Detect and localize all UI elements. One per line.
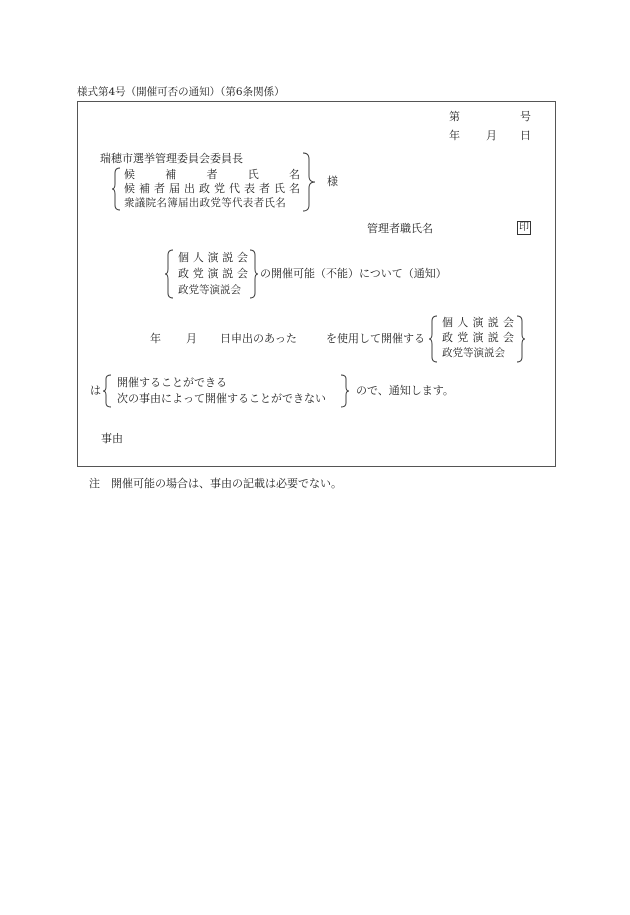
addressee-option-candidate: 候 補 者 氏 名 <box>124 168 300 181</box>
manager-name-label: 管理者職氏名 <box>367 222 433 235</box>
number-suffix: 号 <box>520 110 531 123</box>
body-use-venue: を使用して開催する <box>326 332 425 345</box>
number-prefix: 第 <box>449 110 460 123</box>
choice-right-brace <box>340 374 350 408</box>
seal-mark: 印 <box>519 222 529 233</box>
notice-title: の開催可能（不能）について（通知） <box>260 267 447 280</box>
body-year: 年 <box>150 332 161 345</box>
addressee-left-brace <box>112 167 122 211</box>
body-option-individual: 個 人 演 説 会 <box>442 316 514 329</box>
title-right-brace <box>249 249 259 299</box>
body-option-party: 政 党 演 説 会 <box>442 331 514 344</box>
addressee-honorific: 様 <box>327 175 338 188</box>
date-day: 日 <box>520 129 531 142</box>
body-request-date: 日申出のあった <box>220 332 297 345</box>
choice-left-brace <box>103 374 113 408</box>
addressee-right-brace <box>302 152 316 212</box>
choice-cannot-hold: 次の事由によって開催することができない <box>117 392 326 405</box>
choice-can-hold: 開催することができる <box>117 376 227 389</box>
title-option-party: 政 党 演 説 会 <box>178 267 248 280</box>
date-year: 年 <box>449 129 460 142</box>
body-left-brace <box>429 315 439 363</box>
title-left-brace <box>165 249 175 299</box>
body-month: 月 <box>186 332 197 345</box>
addressee-chairman: 瑞穂市選挙管理委員会委員長 <box>100 152 243 165</box>
title-option-individual: 個 人 演 説 会 <box>178 251 248 264</box>
body-right-brace <box>516 315 526 363</box>
form-title: 様式第4号（開催可否の通知）（第6条関係） <box>77 86 285 98</box>
body-ending: ので、通知します。 <box>356 384 454 397</box>
addressee-option-party: 候 補 者 届 出 政 党 代 表 者 氏 名 <box>124 182 300 195</box>
footnote: 注 開催可能の場合は、事由の記載は必要でない。 <box>89 477 342 490</box>
addressee-option-list-party: 衆議院名簿届出政党等代表者氏名 <box>124 197 286 209</box>
title-option-party-etc: 政党等演説会 <box>178 284 241 296</box>
reason-label: 事由 <box>101 432 123 445</box>
date-month: 月 <box>486 129 497 142</box>
body-topic-particle: は <box>90 384 101 397</box>
body-option-party-etc: 政党等演説会 <box>442 347 505 359</box>
